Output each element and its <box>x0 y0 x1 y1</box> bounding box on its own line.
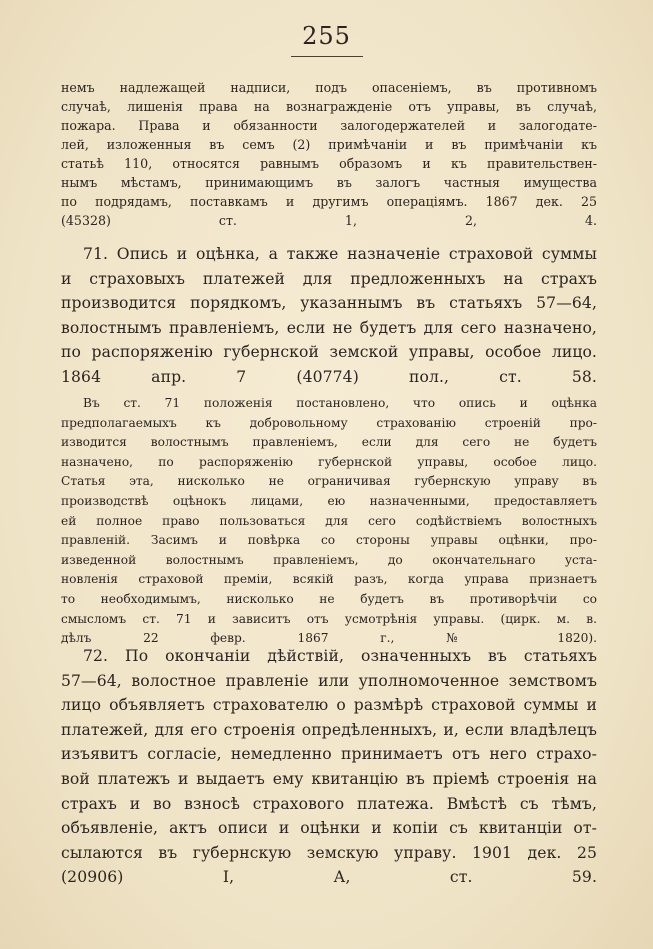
text-line: пожара. Права и обязанности залогодержателей и залогодате- <box>61 118 597 133</box>
page-number: 255 <box>302 22 351 50</box>
text-line: 71. Опись и оцѣнка, а также назначеніе страховой суммы <box>83 245 597 263</box>
text-line: Въ ст. 71 положенія постановлено, что опись и оцѣнка <box>83 396 597 410</box>
text-line: ей полное право пользоваться для сего содѣйствіемъ волостныхъ <box>61 513 597 528</box>
text-line: то необходимымъ, нисколько не будетъ въ противорѣчіи со <box>61 591 597 606</box>
text-line: вой платежъ и выдаетъ ему квитанцію въ пріемѣ строенія на <box>61 769 597 788</box>
text-line: объявленіе, актъ описи и оцѣнки и копіи съ квитанціи от- <box>61 819 597 838</box>
text-line: изъявитъ согласіе, немедленно принимаетъ отъ него страхо- <box>61 745 597 764</box>
text-line: волостнымъ правленіемъ, если не будетъ для сего назначено, <box>61 318 597 337</box>
text-line: правленій. Засимъ и повѣрка со стороны управы оцѣнки, про- <box>61 533 597 548</box>
text-line: нымъ мѣстамъ, принимающимъ въ залогъ частныя имущества <box>61 175 597 190</box>
text-line: изводится волостнымъ правленіемъ, если для сего не будетъ <box>61 435 597 450</box>
text-line: статьѣ 110, относятся равнымъ образомъ и къ правительствен- <box>61 156 597 171</box>
article-71 <box>61 242 597 390</box>
page-number-rule <box>291 56 363 57</box>
text-line: изведенной волостнымъ правленіемъ, до окончательнаго уста- <box>61 552 597 567</box>
text-line: лицо объявляетъ страхователю о размѣрѣ страховой суммы и <box>61 696 597 715</box>
text-line: назначено, по распоряженію губернской управы, особое лицо. <box>61 454 597 469</box>
text-line: немъ надлежащей надписи, подъ опасеніемъ, въ противномъ <box>61 80 597 95</box>
text-line: лей, изложенныя въ семъ (2) примѣчаніи и въ примѣчаніи къ <box>61 137 597 152</box>
text-line: по распоряженію губернской земской управы, особое лицо. <box>61 343 597 362</box>
text-line: по подрядамъ, поставкамъ и другимъ операціямъ. 1867 дек. 25 <box>61 194 597 209</box>
continuation-paragraph <box>61 78 597 230</box>
text-line: 1864 апр. 7 (40774) пол., ст. 58. <box>61 367 597 386</box>
text-line: сылаются въ губернскую земскую управу. 1901 дек. 25 <box>61 843 597 862</box>
text-line: 72. По окончаніи дѣйствій, означенныхъ въ статьяхъ <box>83 647 597 665</box>
text-line: случаѣ, лишенія права на вознагражденіе отъ управы, въ случаѣ, <box>61 99 597 114</box>
text-line: страхъ и во взносѣ страхового платежа. Вмѣстѣ съ тѣмъ, <box>61 794 597 813</box>
text-line: дѣлъ 22 февр. 1867 г., № 1820). <box>61 631 597 646</box>
text-line: предполагаемыхъ къ добровольному страхованію строеній про- <box>61 415 597 430</box>
text-line: смысломъ ст. 71 и зависитъ отъ усмотрѣнія управы. (цирк. м. в. <box>61 611 597 626</box>
text-line: производствѣ оцѣнокъ лицами, ею назначенными, предоставляетъ <box>61 493 597 508</box>
text-line: платежей, для его строенія опредѣленныхъ, и, если владѣлецъ <box>61 720 597 739</box>
text-line: и страховыхъ платежей для предложенныхъ на страхъ <box>61 269 597 288</box>
text-line: (45328) ст. 1, 2, 4. <box>61 213 597 228</box>
text-line: производится порядкомъ, указаннымъ въ статьяхъ 57—64, <box>61 294 597 313</box>
text-line: (20906) I, А, ст. 59. <box>61 868 597 887</box>
text-line: Статья эта, нисколько не ограничивая губернскую управу въ <box>61 474 597 489</box>
text-line: 57—64, волостное правленіе или уполномоченное земствомъ <box>61 671 597 690</box>
text-line: новленія страховой преміи, всякій разъ, когда управа признаетъ <box>61 572 597 587</box>
article-71-commentary <box>61 394 597 649</box>
article-72 <box>61 644 597 890</box>
